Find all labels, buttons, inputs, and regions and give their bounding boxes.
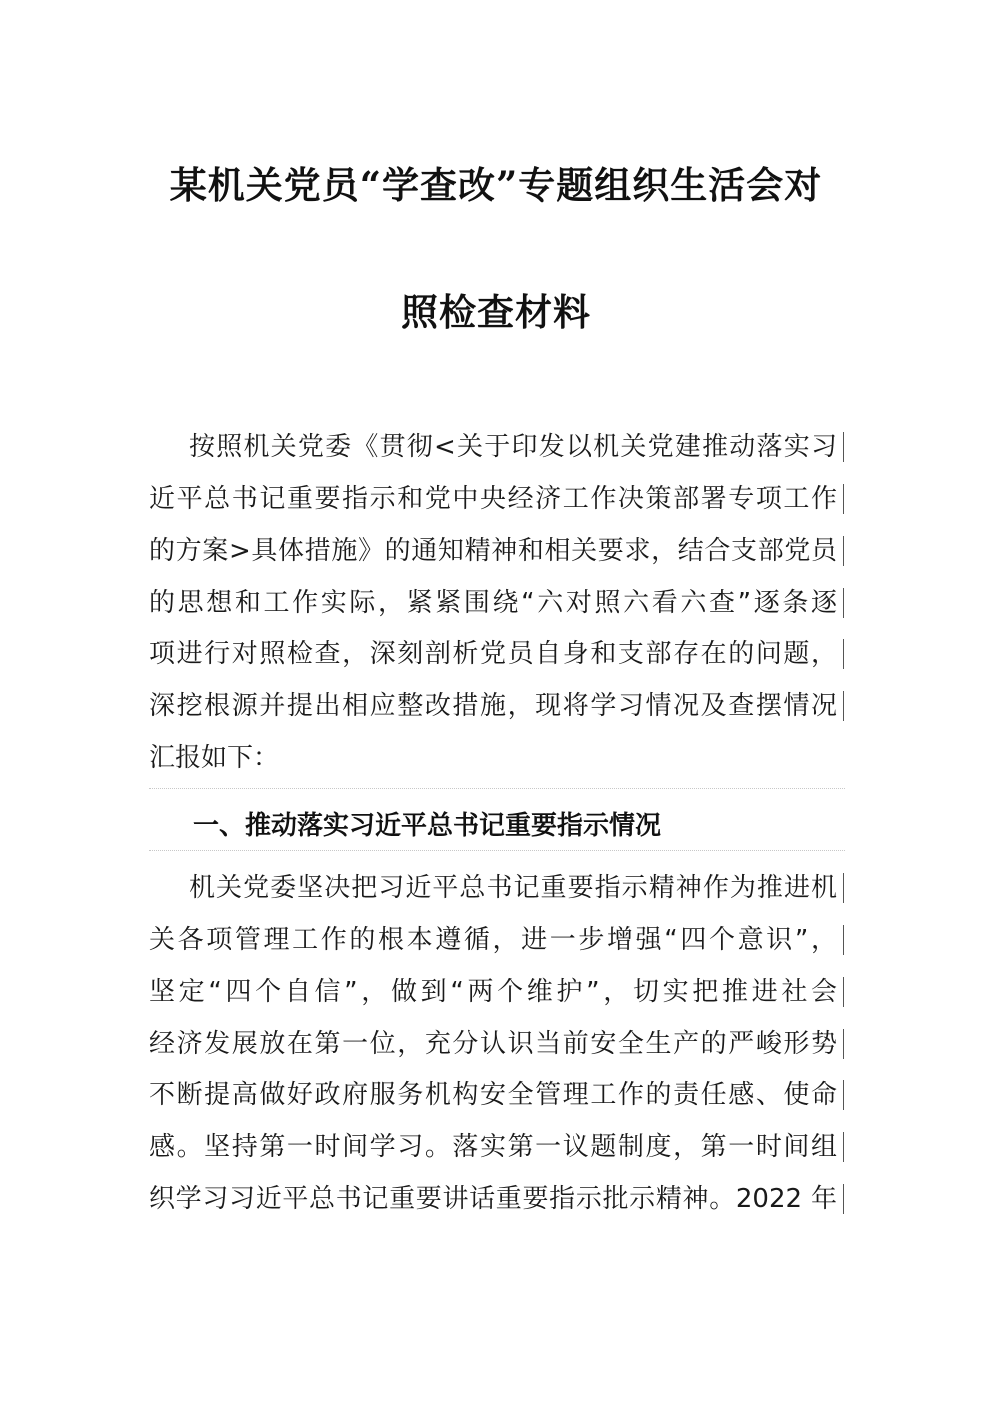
paragraph-divider bbox=[149, 788, 845, 789]
line-end-marker bbox=[843, 484, 844, 514]
line-end-marker bbox=[843, 1132, 844, 1162]
section-line: 织学习习近平总书记重要讲话重要指示批示精神。2022 年 bbox=[149, 1184, 837, 1214]
line-end-marker bbox=[843, 588, 844, 618]
intro-line: 深挖根源并提出相应整改措施，现将学习情况及查摆情况 bbox=[149, 691, 837, 721]
section-line: 坚定“四个自信”，做到“两个维护”，切实把推进社会 bbox=[149, 977, 837, 1007]
section-line: 经济发展放在第一位，充分认识当前安全生产的严峻形势 bbox=[149, 1029, 837, 1059]
section-line: 机关党委坚决把习近平总书记重要指示精神作为推进机 bbox=[189, 873, 837, 903]
section-line: 感。坚持第一时间学习。落实第一议题制度，第一时间组 bbox=[149, 1132, 837, 1162]
line-end-marker bbox=[843, 536, 844, 566]
intro-line: 汇报如下： bbox=[149, 743, 280, 773]
line-end-marker bbox=[843, 432, 844, 462]
intro-line: 近平总书记重要指示和党中央经济工作决策部署专项工作 bbox=[149, 484, 837, 514]
line-end-marker bbox=[843, 1080, 844, 1110]
line-end-marker bbox=[843, 977, 844, 1007]
section-heading: 一、推动落实习近平总书记重要指示情况 bbox=[193, 811, 662, 841]
line-end-marker bbox=[843, 691, 844, 721]
document-title-line-2: 照检查材料 bbox=[401, 290, 591, 334]
line-end-marker bbox=[843, 925, 844, 955]
intro-line: 的方案>具体措施》的通知精神和相关要求，结合支部党员 bbox=[149, 536, 837, 566]
line-end-marker bbox=[843, 1029, 844, 1059]
line-end-marker bbox=[843, 873, 844, 903]
section-line: 不断提高做好政府服务机构安全管理工作的责任感、使命 bbox=[149, 1080, 837, 1110]
line-end-marker bbox=[843, 1184, 844, 1214]
intro-line: 按照机关党委《贯彻<关于印发以机关党建推动落实习 bbox=[189, 432, 837, 462]
section-line: 关各项管理工作的根本遵循，进一步增强“四个意识”， bbox=[149, 925, 837, 955]
document-title-line-1: 某机关党员“学查改”专题组织生活会对 bbox=[169, 163, 823, 207]
intro-line: 项进行对照检查，深刻剖析党员自身和支部存在的问题， bbox=[149, 639, 837, 669]
line-end-marker bbox=[843, 639, 844, 669]
intro-line: 的思想和工作实际，紧紧围绕“六对照六看六查”逐条逐 bbox=[149, 588, 837, 618]
paragraph-divider bbox=[149, 850, 845, 851]
